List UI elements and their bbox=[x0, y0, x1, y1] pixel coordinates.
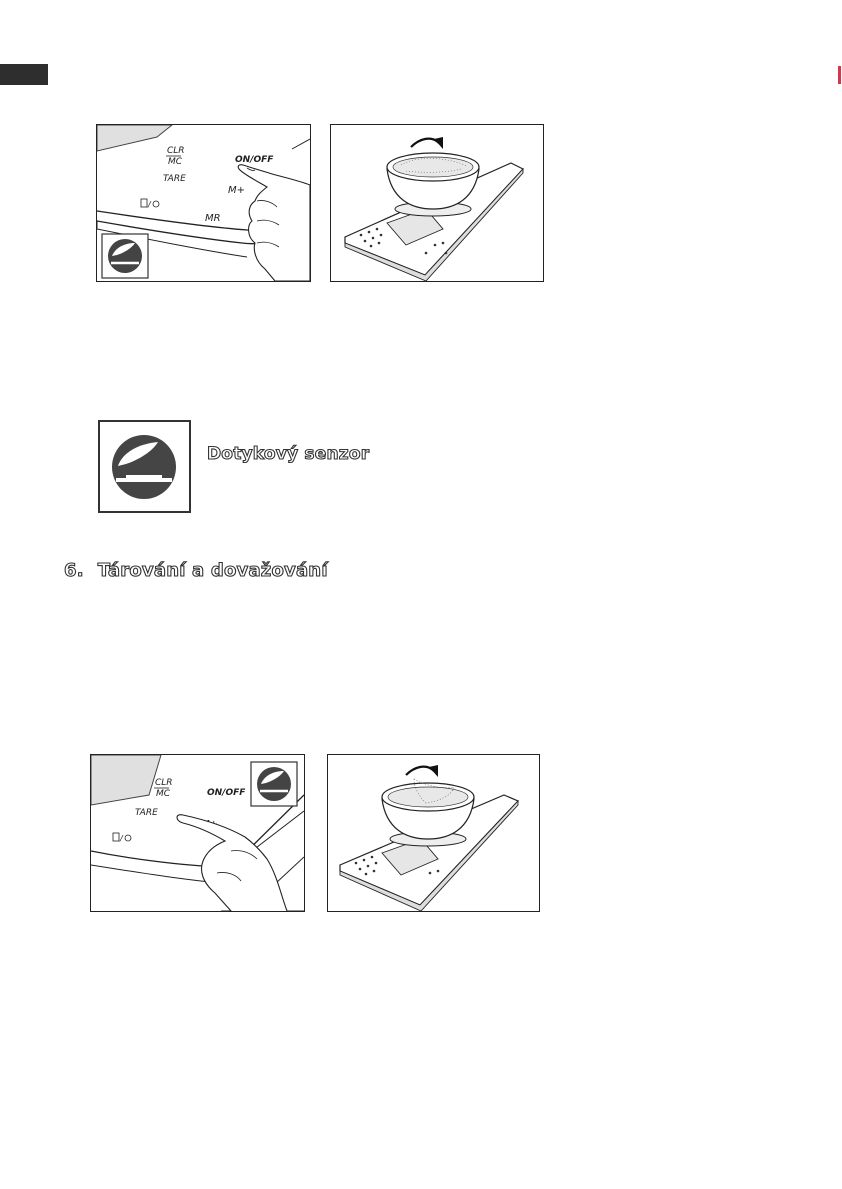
label-mc-bottom: MC bbox=[156, 789, 171, 799]
bowl-icon-tare bbox=[382, 779, 474, 846]
touch-sensor-label: Dotykový senzor bbox=[207, 444, 370, 464]
edge-marker bbox=[838, 66, 841, 84]
pour-arrow-icon-tare bbox=[406, 765, 438, 777]
touch-sensor-badge-bottom bbox=[251, 762, 297, 806]
button-onoff-bottom[interactable]: ON/OFF bbox=[207, 788, 246, 798]
svg-text:/: / bbox=[148, 200, 151, 209]
unit-icon-bottom[interactable] bbox=[113, 833, 131, 843]
section-heading bbox=[64, 560, 328, 581]
scale-panel-closeup-tare bbox=[91, 755, 304, 911]
hand-pressing-icon-bottom bbox=[177, 815, 304, 911]
label-clr: CLR bbox=[167, 146, 185, 156]
button-tare-bottom[interactable]: TARE bbox=[135, 808, 158, 818]
figure-bowl-on-scale-tare bbox=[327, 754, 540, 912]
touch-sensor-icon bbox=[100, 422, 189, 511]
button-mr[interactable]: MR bbox=[205, 213, 221, 224]
button-mplus[interactable]: M+ bbox=[228, 185, 246, 196]
scale-panel-closeup bbox=[97, 125, 310, 281]
label-clr-bottom: CLR bbox=[155, 778, 173, 788]
svg-text:/: / bbox=[120, 834, 123, 843]
scale-with-bowl bbox=[331, 125, 543, 281]
unit-icon[interactable] bbox=[141, 199, 159, 209]
scale-with-bowl-tare bbox=[328, 755, 539, 911]
hand-pressing-icon bbox=[238, 165, 310, 281]
label-mc: MC bbox=[168, 157, 183, 167]
touch-sensor-legend-icon bbox=[98, 420, 191, 513]
figure-bowl-on-scale bbox=[330, 124, 544, 282]
button-tare[interactable]: TARE bbox=[163, 174, 186, 184]
button-onoff[interactable]: ON/OFF bbox=[235, 155, 274, 165]
section-title: Tárování a dovažování bbox=[97, 560, 328, 581]
figure-press-tare bbox=[90, 754, 305, 912]
pour-arrow-icon bbox=[411, 137, 443, 149]
language-tab bbox=[0, 64, 48, 85]
touch-sensor-badge bbox=[102, 234, 148, 278]
section-number: 6. bbox=[64, 560, 84, 581]
bowl-icon bbox=[387, 153, 479, 216]
figure-press-onoff bbox=[96, 124, 311, 282]
